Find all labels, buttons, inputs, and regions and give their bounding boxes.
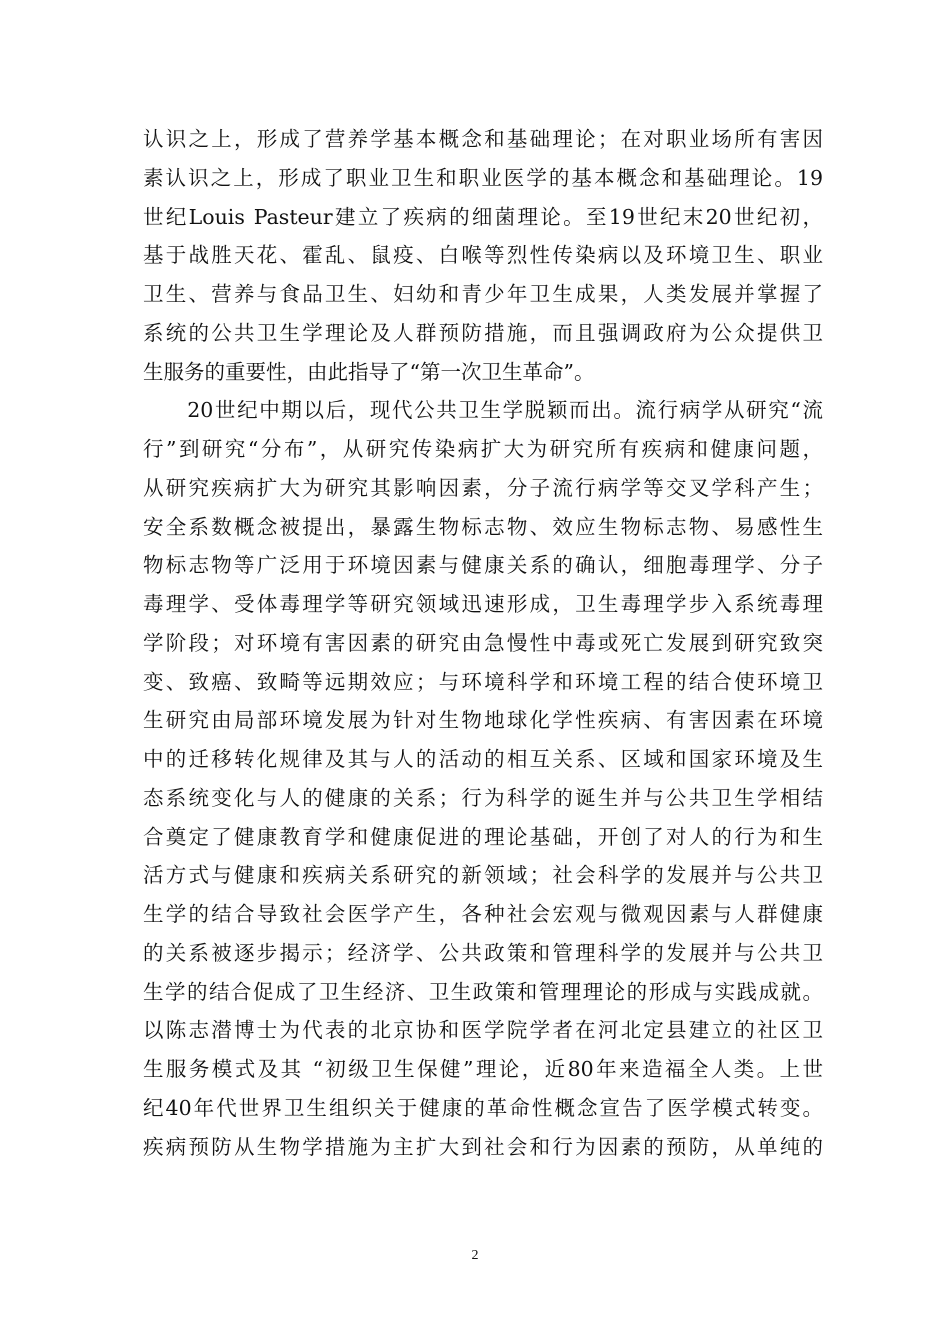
text-line-2: 素认识之上，形成了职业卫生和职业医学的基本概念和基础理论。19 [143,165,823,190]
text-line-23: 生学的结合促成了卫生经济、卫生政策和管理理论的形成与实践成就。 [143,979,823,1004]
text-line-8: 20世纪中期以后，现代公共卫生学脱颖而出。流行病学从研究“流 [143,398,823,423]
text-line-15: 变、致癌、致畸等远期效应；与环境科学和环境工程的结合使环境卫 [143,669,823,694]
text-line-14: 学阶段；对环境有害因素的研究由急慢性中毒或死亡发展到研究致突 [143,630,823,655]
text-line-25: 生服务模式及其 “初级卫生保健”理论，近80年来造福全人类。上世 [143,1057,823,1081]
text-line-5: 卫生、营养与食品卫生、妇幼和青少年卫生成果，人类发展并掌握了 [143,282,823,306]
text-line-18: 态系统变化与人的健康的关系；行为科学的诞生并与公共卫生学相结 [143,785,823,810]
text-line-22: 的关系被逐步揭示；经济学、公共政策和管理科学的发展并与公共卫 [143,940,823,965]
text-line-10: 从研究疾病扩大为研究其影响因素，分子流行病学等交叉学科产生； [143,475,823,500]
body-text [143,120,823,1166]
text-line-21: 生学的结合导致社会医学产生，各种社会宏观与微观因素与人群健康 [143,902,823,926]
text-line-4: 基于战胜天花、霍乱、鼠疫、白喉等烈性传染病以及环境卫生、职业 [143,243,823,268]
text-line-17: 中的迁移转化规律及其与人的活动的相互关系、区域和国家环境及生 [143,747,823,771]
page-number: 2 [471,1248,479,1263]
text-line-1: 认识之上，形成了营养学基本概念和基础理论；在对职业场所有害因 [143,127,823,151]
text-line-12: 物标志物等广泛用于环境因素与健康关系的确认，细胞毒理学、分子 [143,553,823,578]
text-line-9: 行”到研究“分布”，从研究传染病扩大为研究所有疾病和健康问题， [143,437,823,461]
text-line-20: 活方式与健康和疾病关系研究的新领域；社会科学的发展并与公共卫 [143,863,823,888]
text-line-27: 疾病预防从生物学措施为主扩大到社会和行为因素的预防，从单纯的 [143,1134,823,1159]
text-line-6: 系统的公共卫生学理论及人群预防措施，而且强调政府为公众提供卫 [143,320,823,345]
text-line-19: 合奠定了健康教育学和健康促进的理论基础，开创了对人的行为和生 [143,824,823,849]
text-line-11: 安全系数概念被提出，暴露生物标志物、效应生物标志物、易感性生 [143,514,823,539]
text-line-16: 生研究由局部环境发展为针对生物地球化学性疾病、有害因素在环境 [143,708,823,733]
text-line-24: 以陈志潜博士为代表的北京协和医学院学者在河北定县建立的社区卫 [143,1018,823,1043]
text-line-13: 毒理学、受体毒理学等研究领域迅速形成，卫生毒理学步入系统毒理 [143,592,823,616]
text-line-26: 纪40年代世界卫生组织关于健康的革命性概念宣告了医学模式转变。 [143,1095,823,1120]
text-line-3: 世纪Louis Pasteur建立了疾病的细菌理论。至19世纪末20世纪初， [143,204,823,229]
text-line-7: 生服务的重要性，由此指导了“第一次卫生革命”。 [143,359,595,384]
